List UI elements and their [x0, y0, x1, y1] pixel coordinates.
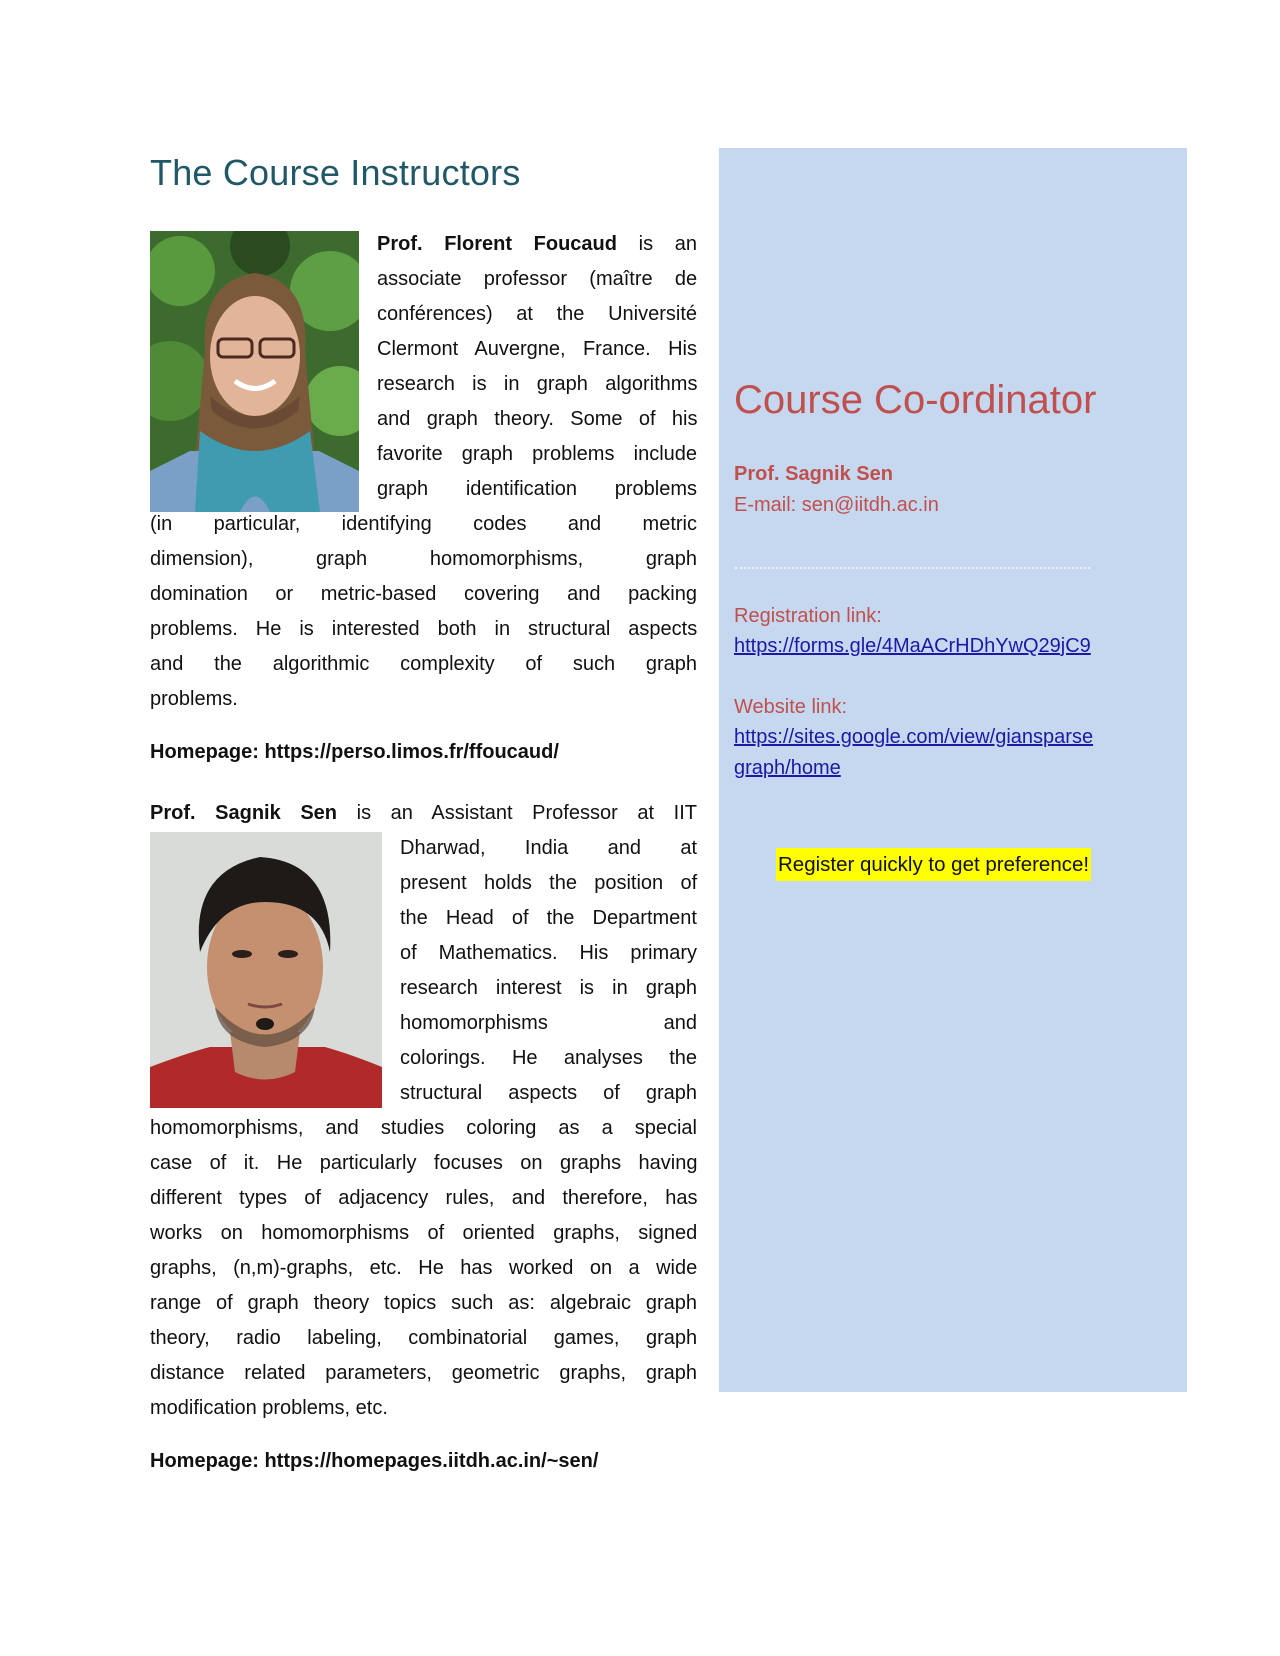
registration-link[interactable]: https://forms.gle/4MaACrHDhYwQ29jC9	[734, 635, 1091, 657]
bio-line: problems. He is interested both in structural aspects	[150, 618, 698, 640]
bio-line: Clermont Auvergne, France. His	[377, 338, 697, 360]
bio-line: Prof. Florent Foucaud is an	[377, 233, 697, 255]
coordinator-name: Prof. Sagnik Sen	[734, 463, 893, 485]
bio-line: graphs, (n,m)-graphs, etc. He has worked on a wide	[150, 1257, 698, 1279]
bio-line: homomorphisms, and studies coloring as a special	[150, 1117, 697, 1139]
bio-line: the Head of the Department	[400, 907, 697, 929]
registration-label: Registration link:	[734, 605, 882, 627]
homepage-foucaud[interactable]: Homepage: https://perso.limos.fr/ffoucaud/	[150, 741, 559, 763]
bio-line: modification problems, etc.	[150, 1397, 388, 1419]
bio-line: associate professor (maître de	[377, 268, 698, 290]
page-title: The Course Instructors	[150, 152, 521, 193]
bio-line: and the algorithmic complexity of such graph	[150, 653, 697, 675]
instructor-name: Prof. Florent Foucaud	[377, 233, 617, 255]
bio-line: of Mathematics. His primary	[400, 942, 697, 964]
bio-line: dimension), graph homomorphisms, graph	[150, 548, 697, 570]
bio-line: different types of adjacency rules, and therefore, has	[150, 1187, 698, 1209]
bio-line: homomorphisms and	[400, 1012, 697, 1034]
website-link-continued[interactable]: graph/home	[734, 757, 841, 779]
bio-line: colorings. He analyses the	[400, 1047, 697, 1069]
homepage-sen[interactable]: Homepage: https://homepages.iitdh.ac.in/~sen/	[150, 1450, 599, 1472]
portrait-image	[150, 832, 382, 1108]
bio-line: domination or metric-based covering and packing	[150, 583, 697, 605]
bio-line: Prof. Sagnik Sen is an Assistant Professor at IIT	[150, 802, 697, 824]
bio-line: theory, radio labeling, combinatorial games, graph	[150, 1327, 698, 1349]
bio-line: graph identification problems	[377, 478, 697, 500]
bio-line: present holds the position of	[400, 872, 698, 894]
dotted-divider	[735, 567, 1090, 569]
bio-line: conférences) at the Université	[377, 303, 697, 325]
bio-line: problems.	[150, 688, 238, 710]
bio-line: works on homomorphisms of oriented graphs, signed	[150, 1222, 698, 1244]
portrait-image	[150, 231, 359, 512]
coordinator-heading: Course Co-ordinator	[734, 378, 1097, 422]
instructor-name: Prof. Sagnik Sen	[150, 802, 338, 824]
photo-sagnik-sen	[150, 832, 382, 1108]
register-notice: Register quickly to get preference!	[776, 848, 1091, 881]
bio-line: favorite graph problems include	[377, 443, 698, 465]
bio-line: and graph theory. Some of his	[377, 408, 698, 430]
photo-florent-foucaud	[150, 231, 359, 512]
website-link[interactable]: https://sites.google.com/view/giansparse	[734, 726, 1094, 748]
coordinator-email[interactable]: E-mail: sen@iitdh.ac.in	[734, 494, 939, 516]
bio-line: research is in graph algorithms	[377, 373, 698, 395]
bio-line: range of graph theory topics such as: algebraic graph	[150, 1292, 697, 1314]
bio-line: research interest is in graph	[400, 977, 697, 999]
website-label: Website link:	[734, 696, 848, 718]
bio-line: case of it. He particularly focuses on graphs having	[150, 1152, 698, 1174]
bio-line: structural aspects of graph	[400, 1082, 697, 1104]
bio-line: distance related parameters, geometric graphs, graph	[150, 1362, 697, 1384]
bio-line: (in particular, identifying codes and metric	[150, 513, 697, 535]
bio-line: Dharwad, India and at	[400, 837, 697, 859]
